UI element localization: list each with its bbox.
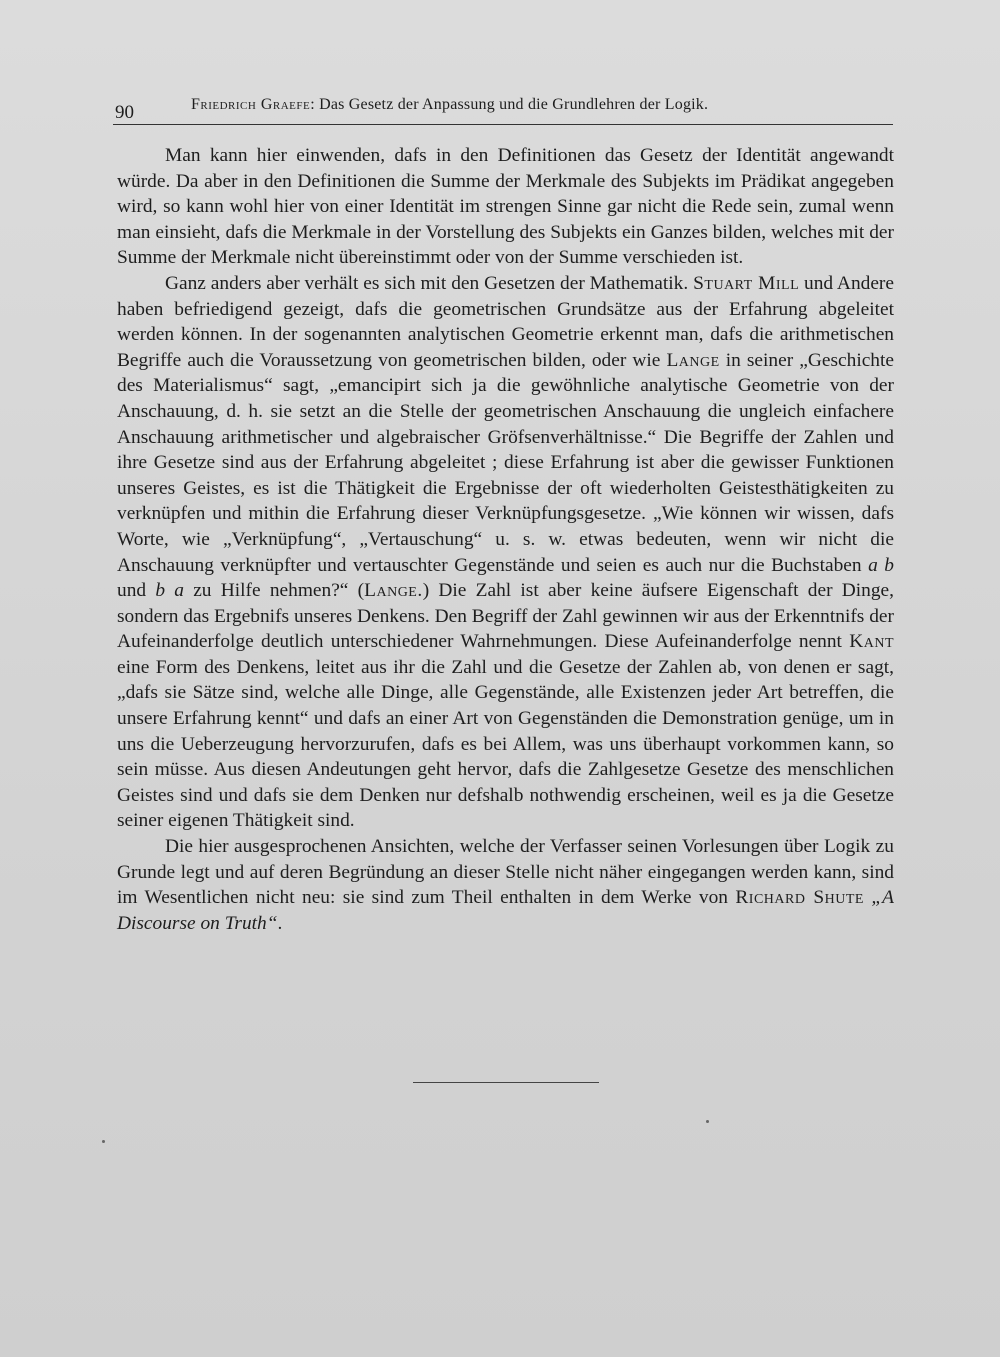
person-name: Lange: [666, 349, 720, 371]
text-span: eine Form des Denkens, leitet aus ihr die Zahl und die Gesetze der Zahlen ab, von denen er sagt, „dafs sie Sätze sind, welche alle Dinge, alle Gegenstände, alle Existenzen jeder Art betreffen, die unsere Erfahrung kennt“ und dafs an einer Art von Gegenständen die Demonstration genüge, um in uns die Ueberzeugung hervorzurufen, dafs es bei Allem, was uns überhaupt vorkommen kann, so sein müsse. Aus diesen Andeutungen geht hervor, dafs die Zahlgesetze Gesetze des menschlichen Geistes sind und dafs sie dem Denken nur defshalb nothwendig erscheinen, weil es ja die Gesetze seiner eigenen Thätigkeit sind.: [117, 656, 894, 832]
closing-rule: [413, 1082, 599, 1083]
italic-letters: b a: [155, 580, 184, 602]
work-title: „A Discourse on Truth“: [117, 887, 894, 934]
speck: [102, 1140, 105, 1143]
header-author: Friedrich Graefe: [191, 96, 311, 113]
paragraph-2: [117, 271, 894, 834]
person-name: Richard Shute: [735, 887, 864, 909]
text-span: in seiner „Geschichte des Materialismus“ sagt, „emancipirt sich ja die gewöhnliche analytische Geometrie von der Anschauung, d. h. sie setzt an die Stelle der geometrischen Anschauung die ungleich einfachere Anschauung arithmetischer und algebraischer Gröfsenverhältnisse.“ Die Begriffe der Zahlen und ihre Gesetze sind aus der Erfahrung abgeleitet ; diese Erfahrung ist aber die gewisser Funktionen unseres Geistes, es ist die Thätigkeit die Ergebnisse der oft wiederholten Geistesthätigkeiten zu verknüpfen und mithin die Erfahrung dieser Verknüpfungsgesetze. „Wie können wir wissen, dafs Worte, wie „Verknüpfung“, „Vertauschung“ u. s. w. etwas bedeuten, wenn wir nicht die Anschauung verknüpfter und vertauschter Gegenstände und seien es auch nur die Buchstaben: [117, 349, 894, 576]
italic-letters: a b: [868, 554, 894, 576]
text-span: Die hier ausgesprochenen Ansichten, welche der Verfasser seinen Vorlesungen über Logik zu Grunde legt und auf deren Begründung an dieser Stelle nicht näher eingegangen werden kann, sind im Wesentlichen nicht neu: sie sind zum Theil enthalten in dem Werke von: [117, 836, 894, 909]
paragraph-3: [117, 834, 894, 936]
text-span: und Andere haben befriedigend gezeigt, dafs die geometrischen Grundsätze aus der Erfahrung abgeleitet werden können. In der sogenannten analytischen Geometrie erkennt man, dafs die arithmetischen Begriffe auch die Voraussetzung von geometrischen bilden, oder wie: [117, 272, 895, 371]
text-span: und: [117, 580, 156, 602]
paragraph-1: Man kann hier einwenden, dafs in den Definitionen das Gesetz der Identität angewandt würde. Da aber in den Definitionen die Summe der Merkmale des Subjekts im Prädikat angegeben wird, so kann wohl hier von einer Identität im strengen Sinne gar nicht die Rede sein, zumal wenn man einsieht, dafs die Merkmale in der Vorstellung des Subjekts ein Ganzes bilden, welches mit der Summe der Merkmale nicht übereinstimmt oder von der Summe verschieden ist.: [117, 145, 894, 269]
page-number: 90: [115, 102, 134, 123]
running-title: [191, 96, 708, 114]
text-span: Ganz anders aber verhält es sich mit den Gesetzen der Mathematik.: [165, 272, 694, 294]
body-text: [117, 143, 894, 936]
text-span: ) Die Zahl ist aber keine äufsere Eigenschaft der Dinge, sondern das Ergebnifs unseres Denkens. Den Begriff der Zahl gewinnen wir aus der Erkenntnifs der Aufeinanderfolge deutlich unterschiedener Wahrnehmungen. Diese Aufeinanderfolge nennt: [117, 580, 895, 653]
person-name: Lange.: [364, 580, 423, 602]
person-name: Kant: [849, 631, 894, 653]
running-header: [113, 92, 893, 125]
header-title: : Das Gesetz der Anpassung und die Grundlehren der Logik.: [310, 96, 709, 113]
text-span: zu Hilfe nehmen?“ (: [183, 580, 365, 602]
speck: [706, 1120, 709, 1123]
text-span: .: [277, 912, 283, 934]
person-name: Stuart Mill: [693, 272, 800, 294]
